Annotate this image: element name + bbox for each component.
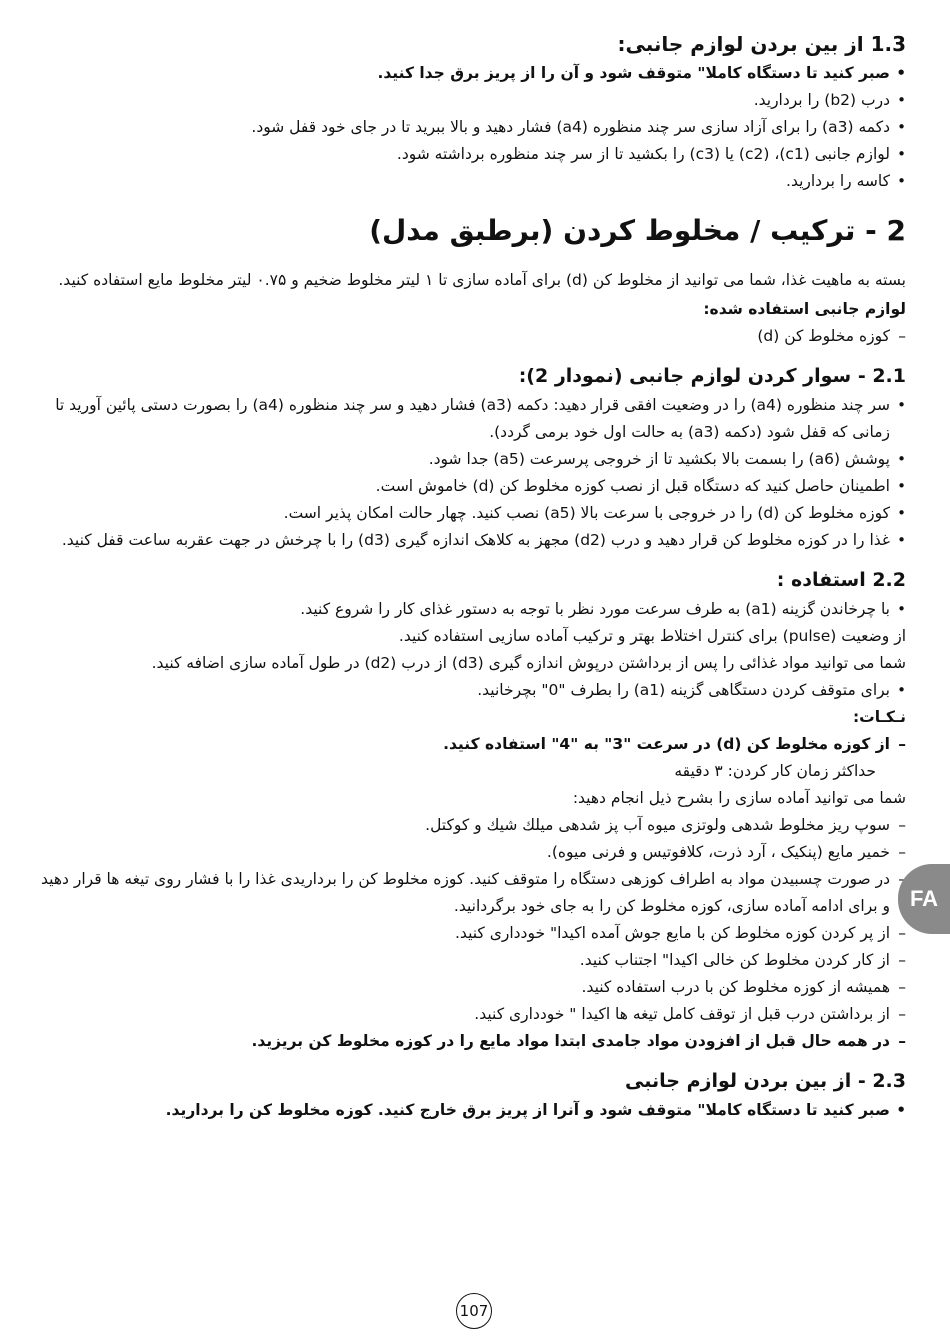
section-2-title: 2 - ترکیب / مخلوط کردن (برطبق مدل) [369, 214, 906, 247]
usage-line: شما می توانید مواد غذائی را پس از برداشتن درپوش اندازه گیری (d3) از درب (d2) در طول آماده سازی اضافه کنید. [151, 654, 906, 672]
accessories-title: لوازم جانبی استفاده شده: [703, 300, 906, 318]
section-2-1-item: • غذا را در کوزه مخلوط کن قرار دهید و درب (d2) مجهز به کلاهک اندازه گیری (d3) را با چرخش در جهت عقربه ساعت قفل کنید. [40, 527, 906, 554]
usage-bullet: • برای متوقف کردن دستگاهی گزینه (a1) را بطرف "0" بچرخانید. [40, 677, 906, 704]
section-1-3-item: • درب (b2) را بردارید. [40, 87, 906, 114]
note-item-final: – در همه حال قبل از افزودن مواد جامدی ابتدا مواد مایع را در کوزه مخلوط کن بریزید. [40, 1028, 906, 1055]
section-2-1-title: 2.1 - سوار کردن لوازم جانبی (نمودار 2): [518, 365, 906, 387]
section-1-3-item: • لوازم جانبی (c1)، (c2) یا (c3) را بکشید تا از سر چند منظوره برداشته شود. [40, 141, 906, 168]
note-sub: حداکثر زمان کار کردن: ۳ دقیقه [674, 762, 876, 780]
section-2-3-warning: • صبر کنید تا دستگاه کاملا" متوقف شود و آنرا از پریز برق خارج کنید. کوزه مخلوط کن را بردارید. [40, 1097, 906, 1124]
note-sub: شما می توانید آماده سازی را بشرح ذیل انجام دهید: [572, 789, 906, 807]
section-1-3-warning: • صبر کنید تا دستگاه کاملا" متوقف شود و آن را از پریز برق جدا کنید. [40, 60, 906, 87]
section-2-1-item: • اطمینان حاصل کنید که دستگاه قبل از نصب کوزه مخلوط کن (d) خاموش است. [40, 473, 906, 500]
page-number: 107 [456, 1293, 492, 1329]
note-item: – سوپ ریز مخلوط شدهی ولوتزی میوه آب پز شدهی میلك شیك و كوكتل. [40, 812, 906, 839]
section-1-3-title: 1.3 از بین بردن لوازم جانبی: [617, 32, 906, 56]
note-item: – از برداشتن درب قبل از توقف کامل تیغه ها اکیدا " خودداری کنید. [40, 1001, 906, 1028]
section-2-3-title: 2.3 - از بین بردن لوازم جانبی [625, 1070, 906, 1092]
usage-bullet: • با چرخاندن گزینه (a1) به طرف سرعت مورد نظر با توجه به دستور غذای کار را شروع کنید. [40, 596, 906, 623]
note-item: – خمیر مایع (پنکیک ، آرد ذرت، کلافوتیس و فرنی میوه). [40, 839, 906, 866]
section-1-3-item: • کاسه را بردارید. [40, 168, 906, 195]
note-item: – در صورت چسبیدن مواد به اطراف کوزهی دستگاه را متوقف کنید. کوزه مخلوط کن را برداریدی غذا را با فشار روی تیغه ها قرار دهید و برای ادامه آماده سازی، کوزه مخلوط کن را به جای خود برگردانید. [40, 866, 906, 920]
section-2-1-item: • پوشش (a6) را بسمت بالا بکشید تا از خروجی پرسرعت (a5) جدا شود. [40, 446, 906, 473]
section-2-2-title: 2.2 استفاده : [776, 569, 906, 591]
usage-line: از وضعیت (pulse) برای کنترل اختلاط بهتر و ترکیب آماده سازیی استفاده کنید. [398, 627, 906, 645]
section-1-3-item: • دکمه (a3) را برای آزاد سازی سر چند منظوره (a4) فشار دهید و بالا ببرید تا در جای خود قفل شود. [40, 114, 906, 141]
document-page [40, 30, 906, 1124]
note-item: – همیشه از کوزه مخلوط کن با درب استفاده کنید. [40, 974, 906, 1001]
note-item: – از کوزه مخلوط کن (d) در سرعت "3" به "4" استفاده کنید. [40, 731, 906, 758]
note-item: – از کار کردن مخلوط کن خالی اکیدا" اجتناب کنید. [40, 947, 906, 974]
section-2-intro: بسته به ماهیت غذا، شما می توانید از مخلوط کن (d) برای آماده سازی تا ۱ لیتر مخلوط ضخیم و ۰.۷۵ لیتر مخلوط مایع استفاده کنید. [58, 271, 906, 289]
language-tab: FA [898, 864, 950, 934]
accessory-item: – کوزه مخلوط کن (d) [40, 323, 906, 350]
note-item: – از پر کردن کوزه مخلوط کن با مایع جوش آمده اکیدا" خودداری کنید. [40, 920, 906, 947]
section-2-1-item: • کوزه مخلوط کن (d) را در خروجی با سرعت بالا (a5) نصب کنید. چهار حالت امکان پذیر است. [40, 500, 906, 527]
section-2-1-item: • سر چند منظوره (a4) را در وضعیت افقی قرار دهید: دکمه (a3) فشار دهید و سر چند منظوره (a4) را بصورت دستی پائین آورید تا زمانی که قفل شود (دکمه (a3) به حالت اول خود برمی گردد). [40, 392, 906, 446]
notes-title: نـکـات: [852, 708, 906, 726]
